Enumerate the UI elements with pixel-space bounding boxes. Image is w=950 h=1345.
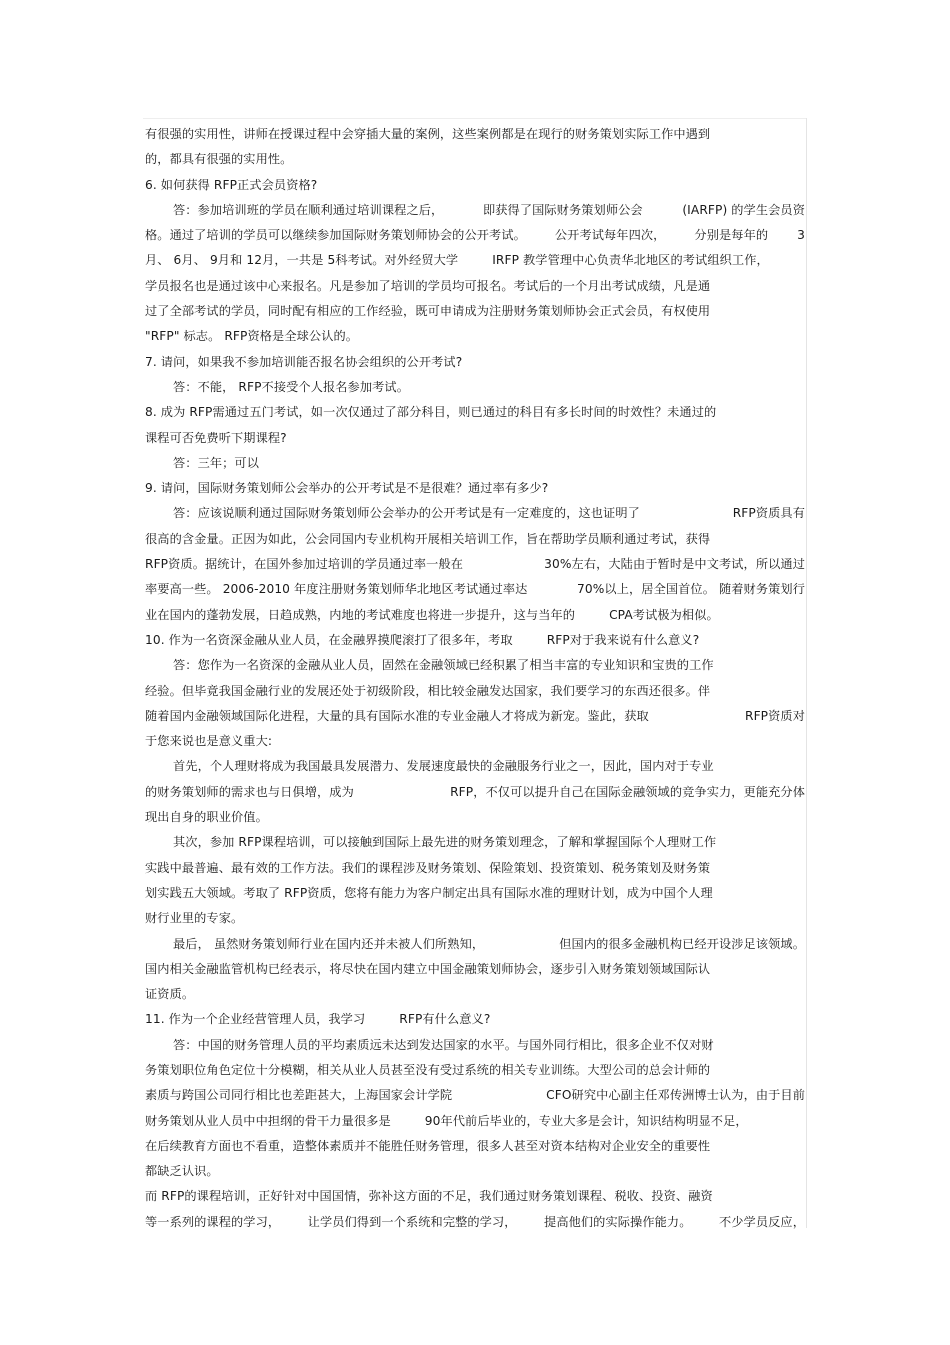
text-line bbox=[145, 552, 805, 577]
text-line bbox=[145, 173, 805, 198]
text-segment: 70%以上，居全国首位。 随着财务策划行 bbox=[577, 582, 805, 597]
text-segment: 过了全部考试的学员，同时配有相应的工作经验，既可申请成为注册财务策划师协会正式会员，有权使用 bbox=[145, 304, 711, 319]
text-segment: 答：您作为一名资深的金融从业人员，固然在金融领域已经积累了相当丰富的专业知识和宝贵的工作 bbox=[173, 658, 714, 673]
text-line bbox=[145, 628, 805, 653]
text-line bbox=[145, 603, 805, 628]
text-segment: RFP有什么意义? bbox=[399, 1012, 491, 1027]
text-line bbox=[145, 653, 805, 678]
text-line bbox=[145, 957, 805, 982]
text-line bbox=[145, 1210, 805, 1235]
text-segment: 但国内的很多金融机构已经开设涉足该领域。 bbox=[559, 936, 805, 951]
text-line bbox=[145, 400, 805, 425]
text-segment: 学员报名也是通过该中心来报名。凡是参加了培训的学员均可报名。考试后的一个月出考试成绩，凡是通 bbox=[145, 278, 711, 293]
text-line bbox=[145, 1134, 805, 1159]
page-border-top bbox=[143, 118, 807, 119]
text-segment: 很高的含金量。正因为如此，公会同国内专业机构开展相关培训工作，旨在帮助学员顺利通过考试，获得 bbox=[145, 531, 711, 546]
text-segment: 财行业里的专家。 bbox=[145, 911, 244, 926]
text-segment: 答：中国的财务管理人员的平均素质远未达到发达国家的水平。与国外同行相比，很多企业不仅对财 bbox=[173, 1037, 714, 1052]
text-segment: RFP对于我来说有什么意义? bbox=[546, 632, 700, 647]
text-segment: 财务策划从业人员中中担纲的骨干力量很多是 bbox=[145, 1113, 391, 1128]
text-line bbox=[145, 1109, 805, 1134]
text-line bbox=[145, 122, 805, 147]
text-segment: 6. 如何获得 RFP正式会员资格? bbox=[145, 177, 318, 192]
text-segment: 9. 请问，国际财务策划师公会举办的公开考试是不是很难？通过率有多少? bbox=[145, 481, 549, 496]
text-segment: 等一系列的课程的学习， bbox=[145, 1214, 281, 1229]
text-segment: 现出自身的职业价值。 bbox=[145, 810, 268, 825]
text-segment: 答：不能， RFP不接受个人报名参加考试。 bbox=[173, 379, 409, 394]
text-segment: 经验。但毕竟我国金融行业的发展还处于初级阶段，相比较金融发达国家，我们要学习的东西还很多。伴 bbox=[145, 683, 711, 698]
text-line bbox=[145, 577, 805, 602]
text-segment: 素质与跨国公司同行相比也差距甚大，上海国家会计学院 bbox=[145, 1088, 453, 1103]
text-segment: 公开考试每年四次， bbox=[554, 228, 666, 243]
text-line bbox=[145, 729, 805, 754]
text-segment: 的，都具有很强的实用性。 bbox=[145, 152, 293, 167]
text-line bbox=[145, 1083, 805, 1108]
text-segment: 8. 成为 RFP需通过五门考试，如一次仅通过了部分科目，则已通过的科目有多长时间的时效性？未通过的 bbox=[145, 405, 717, 420]
text-segment: 11. 作为一个企业经营管理人员，我学习 bbox=[145, 1012, 366, 1027]
text-line bbox=[145, 476, 805, 501]
text-segment: 随着国内金融领域国际化进程，大量的具有国际水准的专业金融人才将成为新宠。鉴此，获取 bbox=[145, 708, 649, 723]
text-line bbox=[145, 906, 805, 931]
text-line bbox=[145, 932, 805, 957]
text-line bbox=[145, 501, 805, 526]
text-segment: CPA考试极为相似。 bbox=[609, 607, 719, 622]
document-body bbox=[145, 122, 805, 1235]
text-segment: "RFP" 标志。 RFP资格是全球公认的。 bbox=[145, 329, 359, 344]
text-segment: 其次，参加 RFP课程培训，可以接触到国际上最先进的财务策划理念，了解和掌握国际个人理财工作 bbox=[173, 835, 717, 850]
text-segment: 最后， 虽然财务策划师行业在国内还并未被人们所熟知， bbox=[173, 936, 485, 951]
text-segment: RFP资质对 bbox=[745, 708, 805, 723]
text-line bbox=[145, 704, 805, 729]
text-line bbox=[145, 274, 805, 299]
text-segment: RFP资质具有 bbox=[732, 506, 805, 521]
text-line bbox=[145, 451, 805, 476]
text-line bbox=[145, 679, 805, 704]
text-line bbox=[145, 805, 805, 830]
text-segment: IRFP 教学管理中心负责华北地区的考试组织工作， bbox=[492, 253, 769, 268]
text-segment: 的财务策划师的需求也与日俱增，成为 bbox=[145, 784, 354, 799]
text-segment: 务策划职位角色定位十分模糊，相关从业人员甚至没有受过系统的相关专业训练。大型公司的总会计师的 bbox=[145, 1062, 711, 1077]
text-segment: 答：应该说顺利通过国际财务策划师公会举办的公开考试是有一定难度的，这也证明了 bbox=[173, 506, 640, 521]
text-segment: 30%左右，大陆由于暂时是中文考试，所以通过 bbox=[544, 557, 805, 572]
text-segment: 3 bbox=[797, 228, 805, 243]
page-border-right bbox=[806, 118, 807, 1228]
text-segment: RFP资质。据统计，在国外参加过培训的学员通过率一般在 bbox=[145, 557, 464, 572]
text-line bbox=[145, 198, 805, 223]
text-line bbox=[145, 324, 805, 349]
text-segment: 证资质。 bbox=[145, 987, 195, 1002]
text-segment: 答：参加培训班的学员在顺利通过培训课程之后， bbox=[173, 202, 444, 217]
text-line bbox=[145, 1058, 805, 1083]
text-line bbox=[145, 147, 805, 172]
text-segment: 有很强的实用性，讲师在授课过程中会穿插大量的案例，这些案例都是在现行的财务策划实际工作中遇到 bbox=[145, 127, 711, 141]
text-segment: 让学员们得到一个系统和完整的学习， bbox=[307, 1214, 517, 1229]
text-line bbox=[145, 248, 805, 273]
text-segment: RFP，不仅可以提升自己在国际金融领域的竞争实力，更能充分体 bbox=[450, 784, 805, 799]
text-segment: CFO研究中心副主任邓传洲博士认为，由于目前 bbox=[546, 1088, 805, 1103]
text-segment: 在后续教育方面也不看重，造整体素质并不能胜任财务管理，很多人甚至对资本结构对企业安全的重要性 bbox=[145, 1138, 711, 1153]
text-line bbox=[145, 856, 805, 881]
text-segment: 首先，个人理财将成为我国最具发展潜力、发展速度最快的金融服务行业之一，因此，国内对于专业 bbox=[173, 759, 714, 774]
text-segment: 7. 请问，如果我不参加培训能否报名协会组织的公开考试? bbox=[145, 354, 463, 369]
text-line bbox=[145, 1184, 805, 1209]
text-line bbox=[145, 527, 805, 552]
text-line bbox=[145, 754, 805, 779]
text-segment: 都缺乏认识。 bbox=[145, 1164, 219, 1179]
text-line bbox=[145, 1007, 805, 1032]
text-line bbox=[145, 350, 805, 375]
text-line bbox=[145, 375, 805, 400]
text-line bbox=[145, 780, 805, 805]
text-segment: 课程可否免费听下期课程? bbox=[145, 430, 287, 445]
text-segment: 于您来说也是意义重大: bbox=[145, 734, 273, 749]
text-segment: 实践中最普遍、最有效的工作方法。我们的课程涉及财务策划、保险策划、投资策划、税务策划及财务策 bbox=[145, 860, 711, 875]
text-segment: 而 RFP的课程培训，正好针对中国国情，弥补这方面的不足，我们通过财务策划课程、税收、投资、融资 bbox=[145, 1189, 713, 1204]
text-segment: 90年代前后毕业的，专业大多是会计，知识结构明显不足， bbox=[424, 1113, 748, 1128]
text-segment: 月、 6月、 9月和 12月，一共是 5科考试。对外经贸大学 bbox=[145, 253, 459, 268]
text-line bbox=[145, 426, 805, 451]
text-line bbox=[145, 299, 805, 324]
text-segment: (IARFP) 的学生会员资 bbox=[682, 202, 805, 217]
text-segment: 不少学员反应， bbox=[718, 1214, 805, 1229]
text-segment: 10. 作为一名资深金融从业人员，在金融界摸爬滚打了很多年，考取 bbox=[145, 632, 513, 647]
text-segment: 业在国内的蓬勃发展，日趋成熟，内地的考试难度也将进一步提升，这与当年的 bbox=[145, 607, 576, 622]
text-segment: 分别是每年的 bbox=[694, 228, 769, 243]
text-segment: 国内相关金融监管机构已经表示，将尽快在国内建立中国金融策划师协会，逐步引入财务策划领域国际认 bbox=[145, 961, 711, 976]
text-line bbox=[145, 830, 805, 855]
text-segment: 答：三年；可以 bbox=[173, 455, 260, 470]
text-segment: 提高他们的实际操作能力。 bbox=[544, 1214, 692, 1229]
text-line bbox=[145, 223, 805, 248]
text-segment: 即获得了国际财务策划师公会 bbox=[482, 202, 643, 217]
text-line bbox=[145, 1159, 805, 1184]
text-segment: 率要高一些。 2006-2010 年度注册财务策划师华北地区考试通过率达 bbox=[145, 582, 528, 597]
text-segment: 划实践五大领域。考取了 RFP资质，您将有能力为客户制定出具有国际水准的理财计划，成为中国个人理 bbox=[145, 885, 713, 900]
text-line bbox=[145, 982, 805, 1007]
text-line bbox=[145, 881, 805, 906]
text-line bbox=[145, 1033, 805, 1058]
text-segment: 格。通过了培训的学员可以继续参加国际财务策划师协会的公开考试。 bbox=[145, 228, 526, 243]
